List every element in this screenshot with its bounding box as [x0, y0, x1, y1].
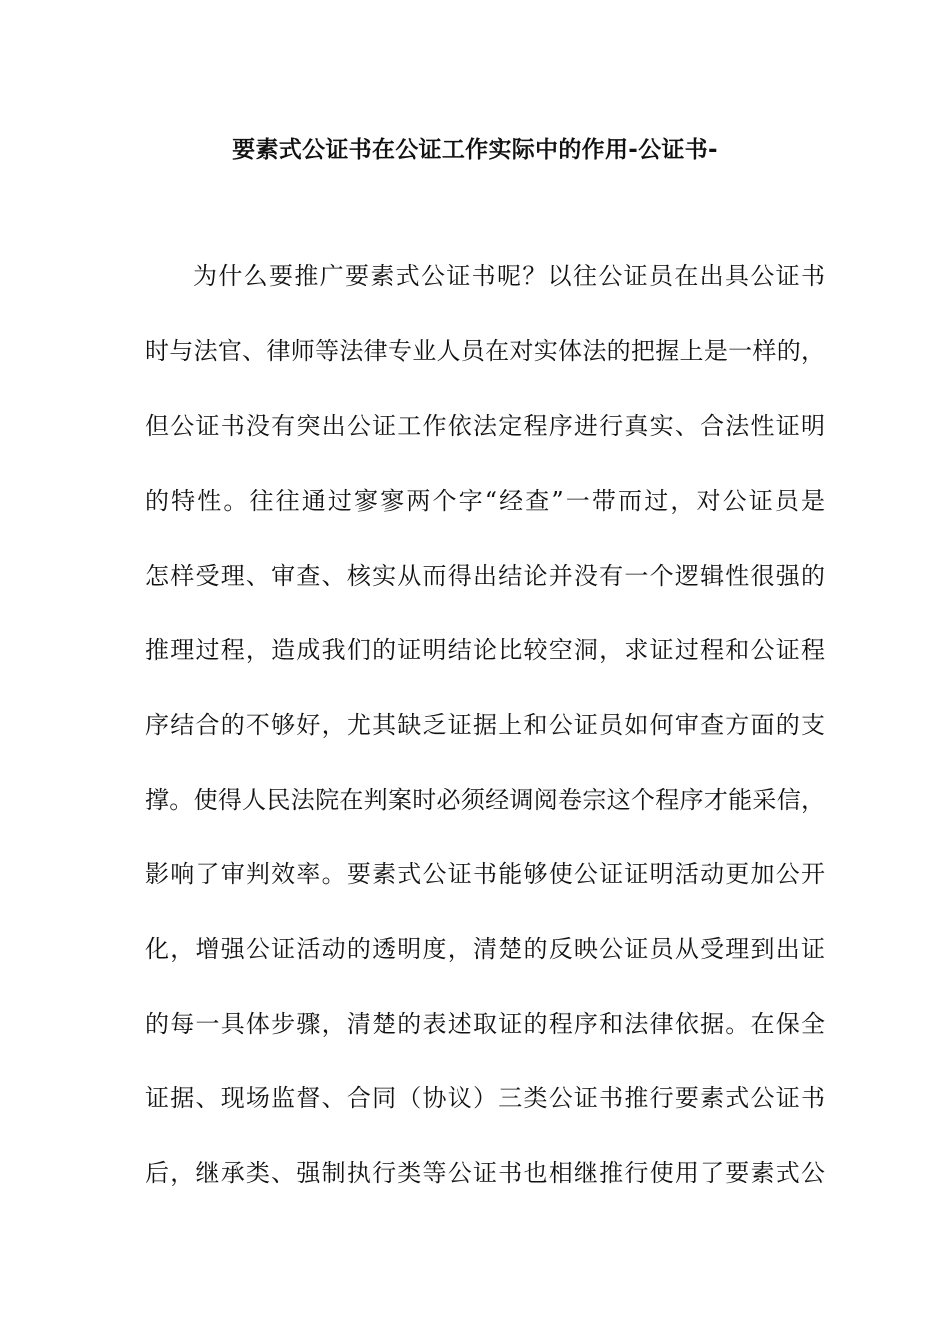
paragraph-line: 后，继承类、强制执行类等公证书也相继推行使用了要素式公	[145, 1159, 825, 1187]
paragraph-line: 但公证书没有突出公证工作依法定程序进行真实、合法性证明	[145, 412, 825, 440]
paragraph-line: 序结合的不够好，尤其缺乏证据上和公证员如何审查方面的支	[145, 711, 825, 739]
paragraph-line: 证据、现场监督、合同（协议）三类公证书推行要素式公证书	[145, 1084, 825, 1112]
document-title: 要素式公证书在公证工作实际中的作用-公证书-	[232, 137, 718, 163]
paragraph-line: 推理过程，造成我们的证明结论比较空洞，求证过程和公证程	[145, 636, 825, 664]
paragraph-line: 的每一具体步骤，清楚的表述取证的程序和法律依据。在保全	[145, 1010, 825, 1038]
paragraph-line: 化，增强公证活动的透明度，清楚的反映公证员从受理到出证	[145, 935, 825, 963]
paragraph-line: 的特性。往往通过寥寥两个字“经查”一带而过，对公证员是	[145, 487, 825, 515]
paragraph-line: 影响了审判效率。要素式公证书能够使公证证明活动更加公开	[145, 860, 825, 888]
paragraph-line: 撑。使得人民法院在判案时必须经调阅卷宗这个程序才能采信，	[145, 786, 825, 814]
paragraph-line: 为什么要推广要素式公证书呢？以往公证员在出具公证书	[193, 262, 825, 290]
paragraph-line: 怎样受理、审查、核实从而得出结论并没有一个逻辑性很强的	[145, 562, 825, 590]
paragraph-line: 时与法官、律师等法律专业人员在对实体法的把握上是一样的，	[145, 337, 825, 365]
